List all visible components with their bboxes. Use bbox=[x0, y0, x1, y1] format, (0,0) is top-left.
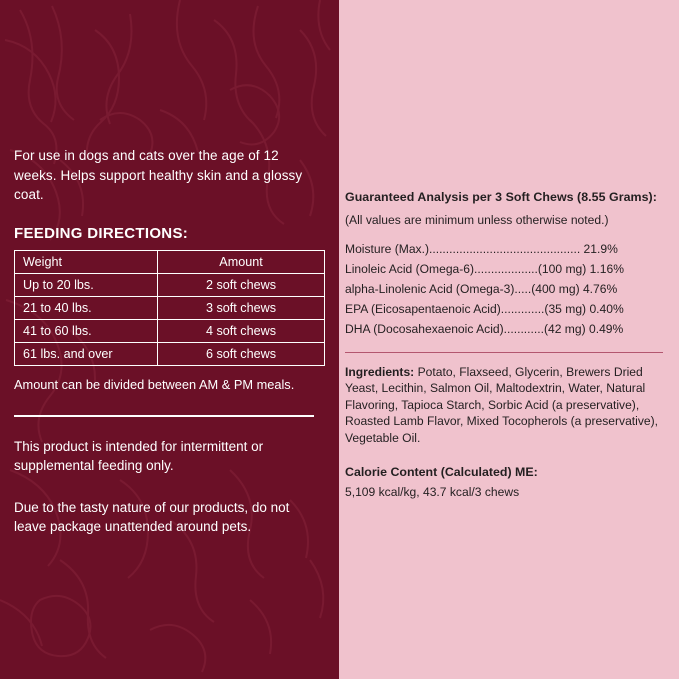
ingredients-block bbox=[345, 364, 671, 446]
cell-weight: 61 lbs. and over bbox=[15, 342, 158, 365]
feeding-directions-table bbox=[14, 250, 325, 366]
table-row bbox=[15, 296, 325, 319]
column-header-amount: Amount bbox=[158, 250, 325, 273]
cell-amount: 6 soft chews bbox=[158, 342, 325, 365]
ingredients-text: Potato, Flaxseed, Glycerin, Brewers Dried Yeast, Lecithin, Salmon Oil, Maltodextrin, Water, Natural Flavoring, Tapioca Starch, Sorbic Acid (a preservative), Roasted Lamb Flavor, Mixed Tocopherols (a preservative), Vegetable Oil. bbox=[345, 365, 659, 445]
section-separator bbox=[345, 352, 663, 353]
feeding-directions-heading: FEEDING DIRECTIONS: bbox=[14, 224, 189, 242]
cell-weight: Up to 20 lbs. bbox=[15, 273, 158, 296]
column-header-weight: Weight bbox=[15, 250, 158, 273]
intermittent-feeding-note: This product is intended for intermittent or supplemental feeding only. bbox=[14, 438, 264, 473]
cell-amount: 3 soft chews bbox=[158, 296, 325, 319]
right-panel bbox=[339, 0, 679, 679]
analysis-row-moisture: Moisture (Max.)............................................. 21.9% bbox=[345, 242, 618, 256]
guaranteed-analysis-subtitle: (All values are minimum unless otherwise noted.) bbox=[345, 213, 609, 227]
cell-weight: 41 to 60 lbs. bbox=[15, 319, 158, 342]
divided-meals-note: Amount can be divided between AM & PM meals. bbox=[14, 376, 295, 392]
ingredients-label: Ingredients: bbox=[345, 365, 415, 379]
table-row bbox=[15, 273, 325, 296]
calorie-content-heading: Calorie Content (Calculated) ME: bbox=[345, 465, 538, 480]
left-content bbox=[0, 0, 339, 537]
analysis-row-epa: EPA (Eicosapentaenoic Acid).............(35 mg) 0.40% bbox=[345, 302, 624, 316]
table-header-row bbox=[15, 250, 325, 273]
table-row bbox=[15, 319, 325, 342]
guaranteed-analysis-heading: Guaranteed Analysis per 3 Soft Chews (8.55 Grams): bbox=[345, 190, 657, 204]
cell-amount: 2 soft chews bbox=[158, 273, 325, 296]
calorie-content-value: 5,109 kcal/kg, 43.7 kcal/3 chews bbox=[345, 485, 520, 500]
analysis-row-alpha-linolenic-acid: alpha-Linolenic Acid (Omega-3).....(400 mg) 4.76% bbox=[345, 282, 618, 296]
divider-rule bbox=[14, 415, 314, 417]
cell-amount: 4 soft chews bbox=[158, 319, 325, 342]
unattended-package-warning: Due to the tasty nature of our products, do not leave package unattended around pets. bbox=[14, 499, 290, 534]
analysis-row-linoleic-acid: Linoleic Acid (Omega-6)...................(100 mg) 1.16% bbox=[345, 262, 624, 276]
analysis-row-dha: DHA (Docosahexaenoic Acid)............(42 mg) 0.49% bbox=[345, 322, 624, 336]
table-row bbox=[15, 342, 325, 365]
right-content bbox=[345, 190, 671, 499]
usage-intro-text: For use in dogs and cats over the age of 12 weeks. Helps support healthy skin and a glossy coat. bbox=[14, 148, 303, 202]
cell-weight: 21 to 40 lbs. bbox=[15, 296, 158, 319]
left-panel bbox=[0, 0, 339, 679]
